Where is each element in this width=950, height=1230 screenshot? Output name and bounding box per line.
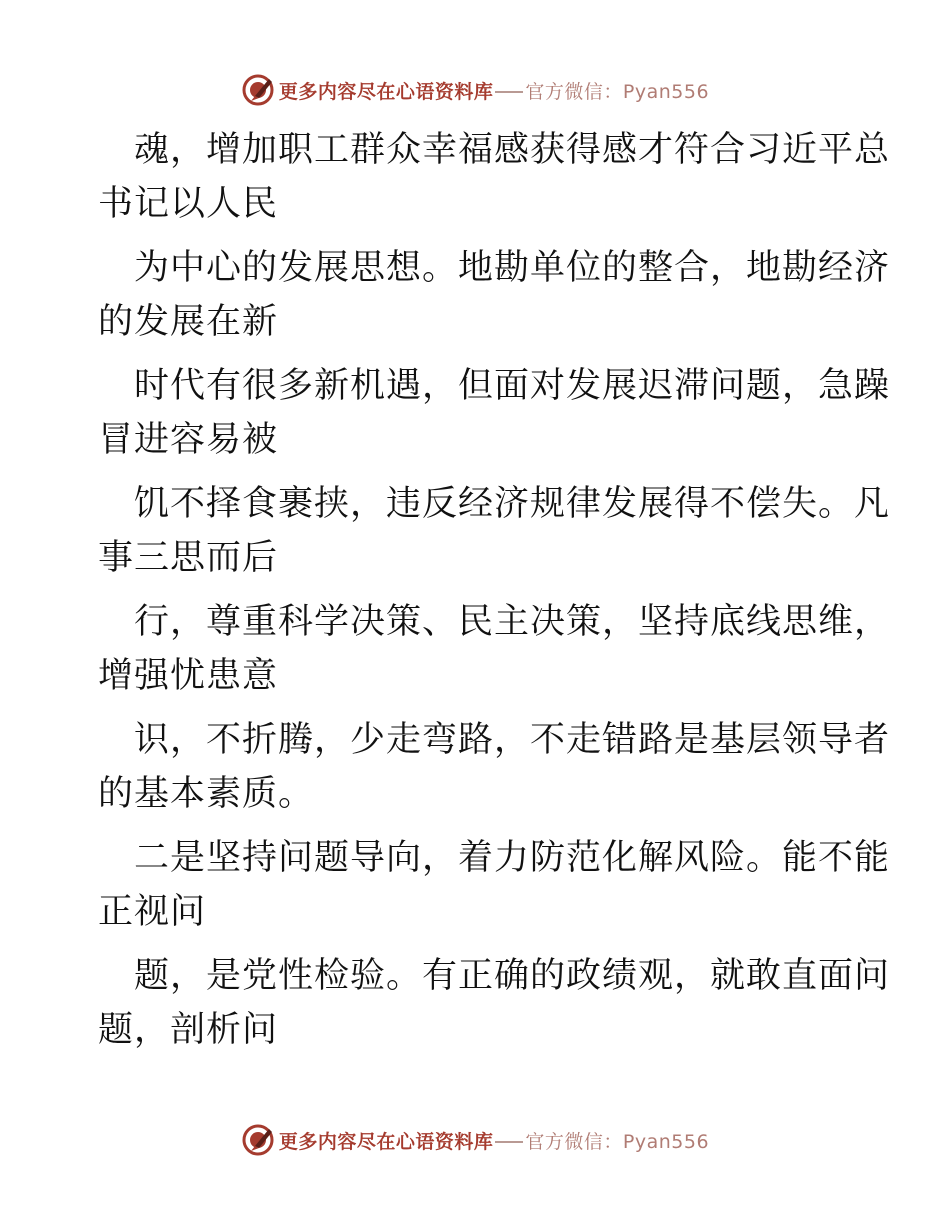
text-line: 题，是党性检验。有正确的政绩观，就敢直面问 [134, 956, 891, 996]
paragraph [0, 476, 950, 594]
text-line: 正视问 [98, 892, 207, 932]
paragraph [0, 240, 950, 358]
text-line: 题，剖析问 [98, 1010, 279, 1050]
text-line: 书记以人民 [98, 184, 279, 224]
paragraph [0, 712, 950, 830]
banner-contact: 官方微信：Pyan556 [525, 80, 710, 103]
text-line: 魂，增加职工群众幸福感获得感才符合习近平总 [134, 130, 891, 170]
document-body [0, 122, 950, 1066]
text-line: 行，尊重科学决策、民主决策，坚持底线思维， [134, 602, 891, 642]
text-line: 事三思而后 [98, 538, 279, 578]
banner-divider [495, 91, 523, 93]
banner-contact: 官方微信：Pyan556 [525, 1130, 710, 1153]
banner-text [279, 1127, 709, 1154]
pen-nib-logo-icon [241, 73, 275, 107]
text-line: 为中心的发展思想。地勘单位的整合，地勘经济 [134, 248, 891, 288]
paragraph [0, 594, 950, 712]
banner-title: 更多内容尽在心语资料库 [278, 80, 494, 103]
text-line: 冒进容易被 [98, 420, 279, 460]
paragraph [0, 830, 950, 948]
footer-banner [0, 1120, 950, 1160]
pen-nib-logo-icon [241, 1123, 275, 1157]
paragraph [0, 122, 950, 240]
banner-title: 更多内容尽在心语资料库 [278, 1130, 494, 1153]
text-line: 识，不折腾，少走弯路，不走错路是基层领导者 [134, 720, 891, 760]
paragraph [0, 358, 950, 476]
banner-divider [495, 1141, 523, 1143]
header-banner [0, 70, 950, 110]
text-line: 的基本素质。 [98, 774, 315, 814]
text-line: 增强忧患意 [98, 656, 279, 696]
paragraph [0, 948, 950, 1066]
text-line: 饥不择食裹挟，违反经济规律发展得不偿失。凡 [134, 484, 891, 524]
text-line: 二是坚持问题导向，着力防范化解风险。能不能 [134, 838, 891, 878]
text-line: 的发展在新 [98, 302, 279, 342]
banner-text [279, 77, 709, 104]
text-line: 时代有很多新机遇，但面对发展迟滞问题，急躁 [134, 366, 891, 406]
